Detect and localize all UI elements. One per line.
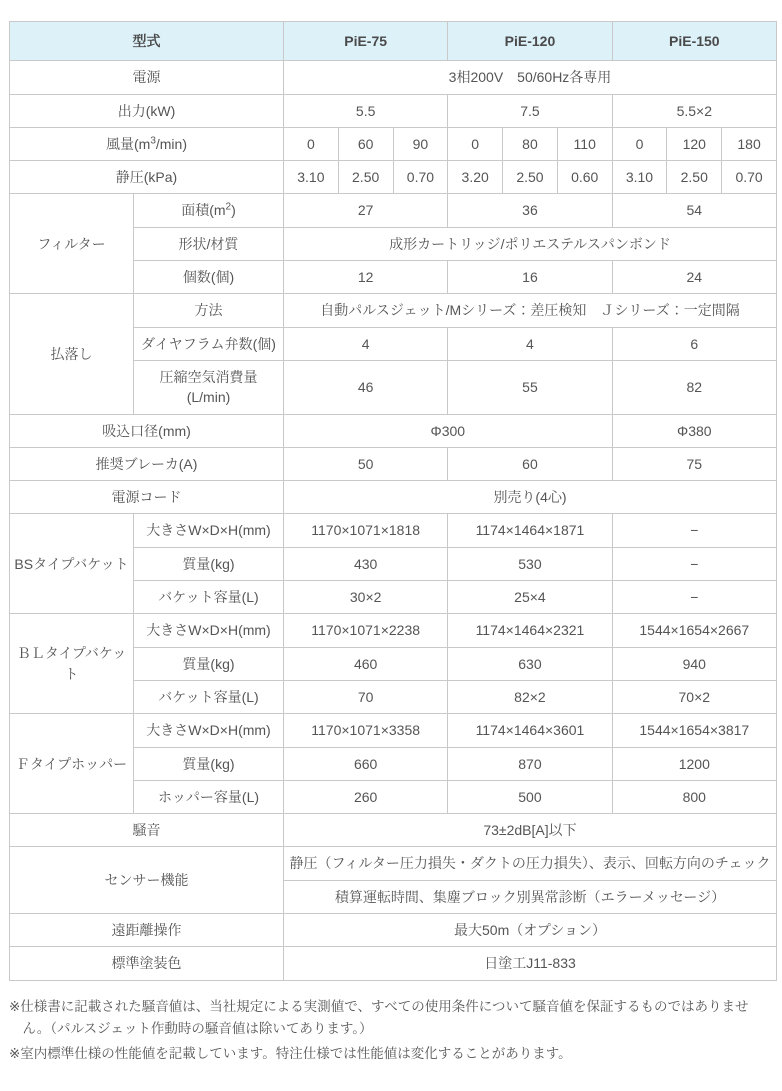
value-cell: − [612, 581, 776, 614]
value-cell: 4 [284, 327, 448, 360]
row-f-size [10, 714, 777, 747]
value-cell: 60 [338, 127, 393, 160]
cleaning-group-label: 払落し [10, 294, 134, 414]
model-pie150: PiE-150 [612, 22, 776, 61]
value-cell: 82×2 [448, 680, 612, 713]
bs-mass-label: 質量(kg) [134, 547, 284, 580]
model-header-label: 型式 [10, 22, 284, 61]
cord-value: 別売り(4心) [284, 481, 777, 514]
bl-group-label: ＢＬタイプバケット [10, 614, 134, 714]
row-remote [10, 914, 777, 947]
f-group-label: Ｆタイプホッパー [10, 714, 134, 814]
value-cell: 530 [448, 547, 612, 580]
spec-page [0, 21, 782, 1065]
inlet-value-left: Φ300 [284, 414, 613, 447]
row-static-pressure [10, 161, 777, 194]
row-airflow [10, 127, 777, 160]
sensor-label: センサー機能 [10, 847, 284, 914]
value-cell: 1170×1071×2238 [284, 614, 448, 647]
row-bs-size [10, 514, 777, 547]
footnote-spec: ※室内標準仕様の性能値を記載しています。特注仕様では性能値は変化することがあります。 [9, 1046, 572, 1062]
value-cell: 36 [448, 194, 612, 227]
value-cell: 0 [284, 127, 339, 160]
filter-area-label [134, 194, 284, 227]
value-cell: 80 [503, 127, 558, 160]
value-cell: 110 [557, 127, 612, 160]
bl-mass-label: 質量(kg) [134, 647, 284, 680]
value-cell: 120 [667, 127, 722, 160]
value-cell: 46 [284, 360, 448, 414]
filter-shape-label: 形状/材質 [134, 227, 284, 260]
model-pie120: PiE-120 [448, 22, 612, 61]
value-cell: 90 [393, 127, 448, 160]
value-cell: 55 [448, 360, 612, 414]
pressure-label: 静圧(kPa) [10, 161, 284, 194]
cleaning-air-label-main: 圧縮空気消費量 [159, 368, 258, 385]
value-cell: 3.20 [448, 161, 503, 194]
value-cell: 6 [612, 327, 776, 360]
airflow-label-post: /min) [155, 135, 187, 152]
value-cell: 24 [612, 261, 776, 294]
value-cell: 1170×1071×1818 [284, 514, 448, 547]
cleaning-valves-label: ダイヤフラム弁数(個) [134, 327, 284, 360]
footnote-noise: ※仕様書に記載された騒音値は、当社規定による実測値で、すべての使用条件について騒音値を保証するものではありません。（パルスジェット作動時の騒音値は除いてあります。） [9, 998, 749, 1036]
sensor-value-1: 静圧（フィルター圧力損失・ダクトの圧力損失）、表示、回転方向のチェック [284, 847, 777, 880]
value-cell: 1174×1464×1871 [448, 514, 612, 547]
remote-label: 遠距離操作 [10, 914, 284, 947]
f-mass-label: 質量(kg) [134, 747, 284, 780]
remote-value: 最大50m（オプション） [284, 914, 777, 947]
value-cell: − [612, 514, 776, 547]
value-cell: 54 [612, 194, 776, 227]
value-cell: 0 [612, 127, 667, 160]
inlet-label: 吸込口径(mm) [10, 414, 284, 447]
bl-size-label: 大きさW×D×H(mm) [134, 614, 284, 647]
row-inlet [10, 414, 777, 447]
value-cell: 12 [284, 261, 448, 294]
model-pie75: PiE-75 [284, 22, 448, 61]
value-cell: 70 [284, 680, 448, 713]
value-cell: 2.50 [338, 161, 393, 194]
value-cell: 3.10 [284, 161, 339, 194]
filter-area-label-post: ) [231, 202, 236, 219]
paint-label: 標準塗装色 [10, 947, 284, 980]
bs-group-label: BSタイプバケット [10, 514, 134, 614]
sensor-value-2: 積算運転時間、集塵ブロック別異常診断（エラーメッセージ） [284, 880, 777, 913]
value-cell: 3.10 [612, 161, 667, 194]
value-cell: 630 [448, 647, 612, 680]
value-cell: 1200 [612, 747, 776, 780]
row-breaker [10, 447, 777, 480]
value-cell: 50 [284, 447, 448, 480]
value-cell: 430 [284, 547, 448, 580]
value-cell: 16 [448, 261, 612, 294]
cleaning-method-label: 方法 [134, 294, 284, 327]
breaker-label: 推奨ブレーカ(A) [10, 447, 284, 480]
value-cell: 1174×1464×2321 [448, 614, 612, 647]
f-capacity-label: ホッパー容量(L) [134, 780, 284, 813]
value-cell: − [612, 547, 776, 580]
row-sensor-1 [10, 847, 777, 880]
noise-label: 騒音 [10, 814, 284, 847]
value-cell: 0.70 [393, 161, 448, 194]
value-cell: 30×2 [284, 581, 448, 614]
value-cell: 75 [612, 447, 776, 480]
spec-table [9, 21, 777, 981]
airflow-label [10, 127, 284, 160]
value-cell: 800 [612, 780, 776, 813]
value-cell: 0.70 [722, 161, 777, 194]
row-paint [10, 947, 777, 980]
value-cell: 1544×1654×3817 [612, 714, 776, 747]
row-model [10, 22, 777, 61]
row-noise [10, 814, 777, 847]
filter-area-label-sup: 2 [225, 201, 232, 213]
value-cell: 7.5 [448, 94, 612, 127]
f-size-label: 大きさW×D×H(mm) [134, 714, 284, 747]
value-cell: 4 [448, 327, 612, 360]
row-power-cord [10, 481, 777, 514]
bs-capacity-label: バケット容量(L) [134, 581, 284, 614]
value-cell: 1544×1654×2667 [612, 614, 776, 647]
value-cell: 940 [612, 647, 776, 680]
value-cell: 1174×1464×3601 [448, 714, 612, 747]
cleaning-air-label [134, 360, 284, 414]
row-output [10, 94, 777, 127]
value-cell: 82 [612, 360, 776, 414]
row-bl-size [10, 614, 777, 647]
value-cell: 0.60 [557, 161, 612, 194]
filter-count-label: 個数(個) [134, 261, 284, 294]
cleaning-air-label-unit: (L/min) [186, 389, 231, 406]
cord-label: 電源コード [10, 481, 284, 514]
paint-value: 日塗工J11-833 [284, 947, 777, 980]
bs-size-label: 大きさW×D×H(mm) [134, 514, 284, 547]
value-cell: 2.50 [667, 161, 722, 194]
value-cell: 5.5×2 [612, 94, 776, 127]
power-label: 電源 [10, 61, 284, 94]
row-power [10, 61, 777, 94]
filter-group-label: フィルター [10, 194, 134, 294]
value-cell: 500 [448, 780, 612, 813]
value-cell: 25×4 [448, 581, 612, 614]
bl-capacity-label: バケット容量(L) [134, 680, 284, 713]
value-cell: 60 [448, 447, 612, 480]
airflow-label-sup: 3 [150, 135, 156, 147]
value-cell: 180 [722, 127, 777, 160]
value-cell: 460 [284, 647, 448, 680]
value-cell: 70×2 [612, 680, 776, 713]
value-cell: 660 [284, 747, 448, 780]
cleaning-method-value: 自動パルスジェット/Mシリーズ：差圧検知 Ｊシリーズ：一定間隔 [284, 294, 777, 327]
value-cell: 1170×1071×3358 [284, 714, 448, 747]
inlet-value-right: Φ380 [612, 414, 776, 447]
footnotes [9, 996, 774, 1066]
value-cell: 870 [448, 747, 612, 780]
value-cell: 5.5 [284, 94, 448, 127]
row-cleaning-method [10, 294, 777, 327]
value-cell: 2.50 [503, 161, 558, 194]
power-value: 3相200V 50/60Hz各専用 [284, 61, 777, 94]
output-label: 出力(kW) [10, 94, 284, 127]
value-cell: 260 [284, 780, 448, 813]
filter-area-label-pre: 面積(m [181, 202, 226, 219]
value-cell: 27 [284, 194, 448, 227]
noise-value: 73±2dB[A]以下 [284, 814, 777, 847]
row-filter-area [10, 194, 777, 227]
value-cell: 0 [448, 127, 503, 160]
airflow-label-pre: 風量(m [105, 135, 151, 152]
filter-shape-value: 成形カートリッジ/ポリエステルスパンボンド [284, 227, 777, 260]
